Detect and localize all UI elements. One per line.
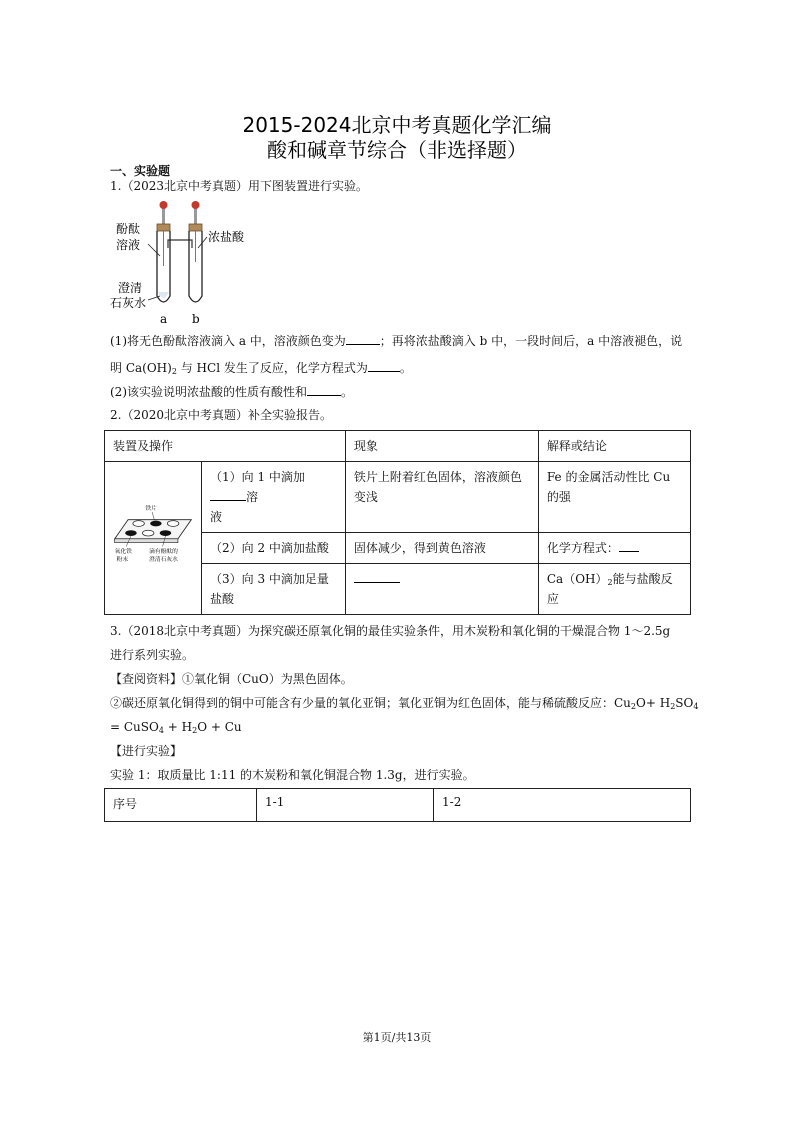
table-row [105, 462, 691, 533]
answer-blank[interactable] [346, 332, 380, 345]
q3-reference-2 [110, 695, 698, 711]
spot-plate-cell [105, 462, 202, 615]
label-iron-sheet: 铁片 [145, 506, 157, 513]
q1-part2-text: (2)该实验说明浓盐酸的性质有酸性和 [110, 385, 307, 399]
stopper-a [157, 224, 170, 231]
answer-blank[interactable] [354, 570, 400, 583]
q3-stem-line1: 3.（2018北京中考真题）为探究碳还原氧化铜的最佳实验条件，用木炭粉和氧化铜的干燥混合物 1～2.5g [110, 624, 671, 638]
page-subtitle: 酸和碱章节综合（非选择题） [267, 138, 527, 162]
header-apparatus: 装置及操作 [105, 431, 346, 462]
q1-part1-line1 [110, 332, 682, 349]
q2-report-table [104, 430, 691, 615]
q1-part1-text: (1)将无色酚酞溶液滴入 a 中，溶液颜色变为 [110, 334, 346, 348]
spot-plate-side [115, 539, 178, 543]
q1-subscript: 2 [171, 367, 177, 376]
well-filled [160, 530, 172, 536]
label-tube-a: a [160, 312, 168, 326]
label-lime-2: 石灰水 [110, 296, 147, 310]
section-heading: 一、实验题 [110, 164, 171, 178]
op-cell: （3）向 3 中滴加足量盐酸 [202, 564, 346, 615]
q3-experiment-heading: 【进行实验】 [110, 744, 183, 758]
conclusion-subscript: 2 [607, 578, 613, 587]
answer-blank[interactable] [210, 488, 246, 501]
answer-blank[interactable] [619, 539, 639, 552]
eq-text: O + Cu [197, 720, 242, 734]
phenomenon-cell: 固体减少，得到黄色溶液 [345, 533, 538, 564]
q1-part1-text-cont: ；再将浓盐酸滴入 b 中，一段时间后，a 中溶液褪色，说 [379, 334, 683, 348]
label-oxide-2: 粉末 [116, 556, 129, 563]
q1-apparatus-figure [110, 196, 290, 326]
table-header-row [105, 431, 691, 462]
conclusion-cell [538, 533, 690, 564]
label-tube-b: b [192, 312, 200, 326]
phenomenon-cell [345, 564, 538, 615]
stopper-b [189, 224, 202, 231]
subscript: 4 [158, 726, 164, 735]
op-text: （1）向 1 中滴加 [210, 470, 305, 484]
subscript: 2 [630, 702, 637, 711]
header-exp-1-1: 1-1 [257, 789, 434, 822]
answer-blank[interactable] [307, 383, 341, 396]
op-text-cont: 溶 [246, 490, 259, 504]
conclusion-cell [538, 564, 690, 615]
lime-water [158, 292, 169, 298]
subscript: 2 [670, 702, 676, 711]
table-header-row [105, 789, 691, 822]
phenomenon-cell: 铁片上附着红色固体，溶液颜色变浅 [345, 462, 538, 533]
well [142, 530, 154, 536]
dropper-bulb-b [192, 201, 200, 209]
header-number: 序号 [105, 789, 257, 822]
well-filled [125, 530, 136, 536]
conclusion-text-cont: 能与盐酸反应 [546, 572, 673, 606]
ref-text: ②碳还原氧化铜得到的铜中可能含有少量的氧化亚铜；氧化亚铜为红色固体，能与稀硫酸反应：Cu [110, 696, 631, 710]
eq-text: + H [163, 720, 193, 734]
q3-reference-1: 【查阅资料】①氧化铜（CuO）为黑色固体。 [110, 672, 353, 686]
leader-phenol [148, 244, 160, 256]
well-filled [150, 521, 162, 527]
label-lime-1: 滴有酚酞的 [149, 549, 178, 556]
op-text-end: 液 [210, 510, 223, 524]
label-conc-hcl: 浓盐酸 [208, 230, 245, 244]
q3-data-table [104, 788, 691, 822]
conclusion-text: Ca（OH） [546, 572, 608, 586]
q1-equation-prompt: 与 HCl 发生了反应，化学方程式为 [176, 361, 368, 375]
header-phenomenon: 现象 [345, 431, 538, 462]
q1-period: 。 [341, 385, 354, 399]
answer-blank[interactable] [368, 359, 400, 372]
eq-text: = CuSO [110, 720, 159, 734]
q1-part1-line2 [110, 359, 412, 376]
label-lime-2: 澄清石灰水 [149, 556, 178, 563]
well [167, 521, 179, 527]
ref-text: O+ H [636, 696, 671, 710]
q3-equation-cont [110, 719, 242, 735]
subscript: 2 [192, 726, 198, 735]
label-phenolphthalein-1: 酚酞 [116, 222, 141, 236]
op-cell: （2）向 2 中滴加盐酸 [202, 533, 346, 564]
q3-stem-line2: 进行系列实验。 [110, 648, 195, 662]
label-lime-1: 澄清 [118, 281, 143, 295]
q2-stem: 2.（2020北京中考真题）补全实验报告。 [110, 408, 332, 422]
header-conclusion: 解释或结论 [538, 431, 690, 462]
page-title: 2015-2024北京中考真题化学汇编 [242, 113, 552, 137]
q1-stem: 1.（2023北京中考真题）用下图装置进行实验。 [110, 179, 368, 193]
q3-experiment-1: 实验 1：取质量比 1:11 的木炭粉和氧化铜混合物 1.3g，进行实验。 [110, 768, 475, 782]
q1-period: 。 [399, 361, 412, 375]
subscript: 4 [693, 702, 699, 711]
header-exp-1-2: 1-2 [434, 789, 691, 822]
label-phenolphthalein-2: 溶液 [116, 238, 141, 252]
q1-part2 [110, 383, 353, 400]
q1-formula-caoh: 明 Ca(OH) [110, 361, 172, 375]
well [133, 521, 145, 527]
ref-text: SO [675, 696, 694, 710]
spot-plate-figure [107, 500, 199, 570]
page-footer: 第1页/共13页 [362, 1031, 432, 1044]
op-cell [202, 462, 346, 533]
label-oxide-1: 氧化铁 [114, 549, 132, 556]
conclusion-cell: Fe 的金属活动性比 Cu 的强 [538, 462, 690, 533]
dropper-bulb-a [160, 201, 168, 209]
conclusion-text: 化学方程式： [546, 541, 619, 555]
